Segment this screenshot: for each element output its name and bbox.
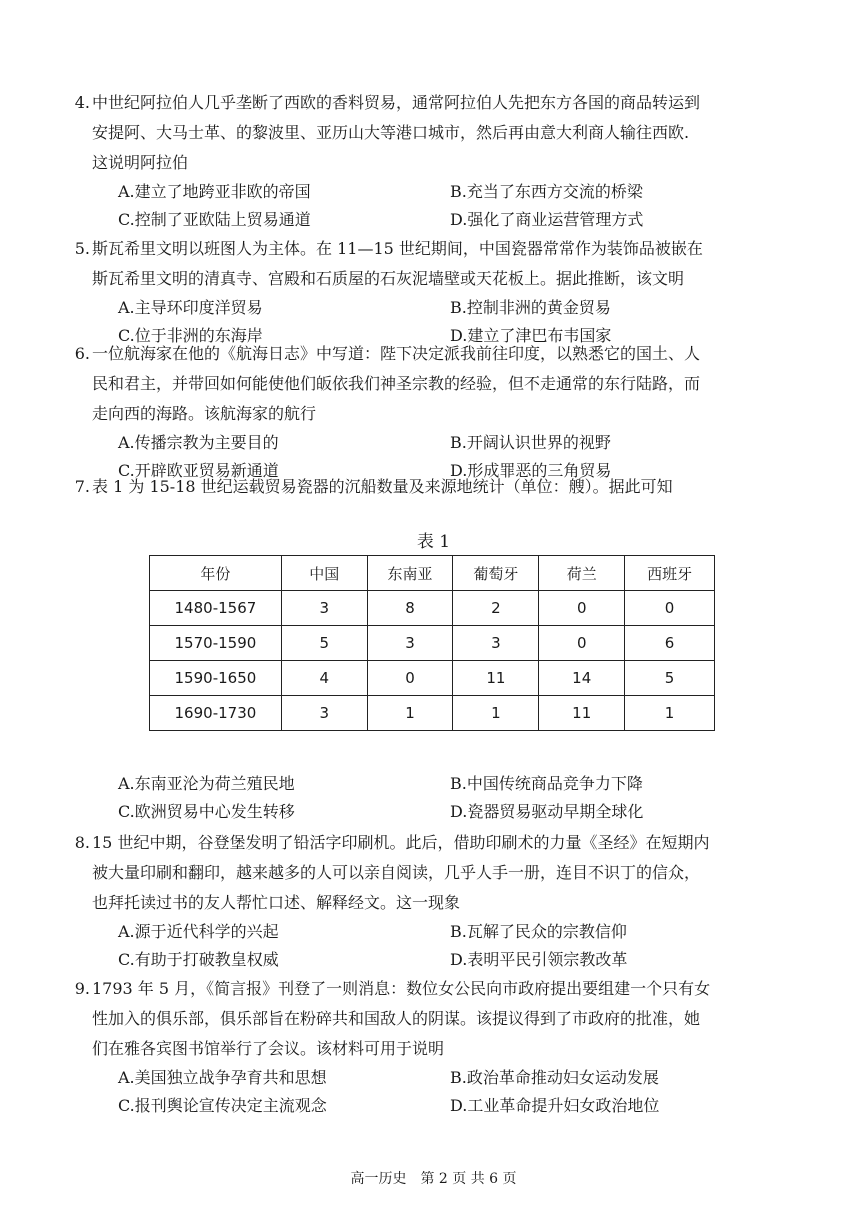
table-cell: 0 [539,626,625,661]
option-d: D.强化了商业运营管理方式 [450,210,644,229]
header-cell: 中国 [281,556,367,591]
table-cell: 1 [625,696,715,731]
table-row [150,626,715,661]
table-header-row [150,556,715,591]
option-b: B.充当了东西方交流的桥梁 [450,182,643,201]
option-d: D.表明平民引领宗教改革 [450,950,628,969]
table-cell: 1690-1730 [150,696,282,731]
table-cell: 5 [625,661,715,696]
option-b: B.中国传统商品竞争力下降 [450,774,643,793]
question-text-line: 也拜托读过书的友人帮忙口述、解释经文。这一现象 [92,893,461,912]
option-c: C.开辟欧亚贸易新通道 [118,461,279,480]
page-footer: 高一历史 第 2 页 共 6 页 [350,1171,517,1187]
table-row [150,661,715,696]
table-cell: 8 [367,591,453,626]
table-cell: 11 [453,661,539,696]
question-4 [74,88,782,234]
question-text-line: 性加入的俱乐部，俱乐部旨在粉碎共和国敌人的阴谋。该提议得到了市政府的批准，她 [92,1009,701,1028]
question-7 [74,472,782,502]
table-cell: 11 [539,696,625,731]
question-text-line: 这说明阿拉伯 [92,153,189,172]
table-cell: 3 [453,626,539,661]
option-b: B.政治革命推动妇女运动发展 [450,1068,659,1087]
question-number: 4. [74,93,90,112]
question-number: 5. [74,239,90,258]
option-d: D.瓷器贸易驱动早期全球化 [450,802,644,821]
question-text-line: 安提阿、大马士革、的黎波里、亚历山大等港口城市，然后再由意大利商人输往西欧. [92,123,690,142]
table-cell: 1 [367,696,453,731]
option-a: A.建立了地跨亚非欧的帝国 [118,182,311,201]
option-a: A.东南亚沦为荷兰殖民地 [118,774,295,793]
option-d: D.形成罪恶的三角贸易 [450,461,612,480]
table-cell: 2 [453,591,539,626]
question-number: 7. [74,477,90,496]
option-a: A.传播宗教为主要目的 [118,433,279,452]
option-c: C.控制了亚欧陆上贸易通道 [118,210,311,229]
table-cell: 1570-1590 [150,626,282,661]
header-cell: 东南亚 [367,556,453,591]
question-text-line: 1793 年 5 月，《简言报》刊登了一则消息：数位女公民向市政府提出要组建一个只有女 [92,979,711,998]
table-cell: 3 [281,696,367,731]
question-number: 6. [74,344,90,363]
header-cell: 年份 [150,556,282,591]
question-text-line: 走向西的海路。该航海家的航行 [92,404,317,423]
table-cell: 3 [281,591,367,626]
question-text-line: 15 世纪中期，谷登堡发明了铅活字印刷机。此后，借助印刷术的力量《圣经》在短期内 [92,833,710,852]
question-text-line: 一位航海家在他的《航海日志》中写道：陛下决定派我前往印度，以熟悉它的国土、人 [92,344,701,363]
table-cell: 1 [453,696,539,731]
table-cell: 5 [281,626,367,661]
table-row [150,591,715,626]
option-d: D.工业革命提升妇女政治地位 [450,1096,660,1115]
table-cell: 1590-1650 [150,661,282,696]
table-caption: 表 1 [416,532,451,552]
table-cell: 1480-1567 [150,591,282,626]
option-c: C.位于非洲的东海岸 [118,326,263,345]
question-8 [74,828,782,974]
question-number: 8. [74,833,90,852]
option-a: A.主导环印度洋贸易 [118,298,263,317]
question-5 [74,234,782,350]
option-d: D.建立了津巴布韦国家 [450,326,612,345]
header-cell: 荷兰 [539,556,625,591]
table-cell: 0 [367,661,453,696]
question-text-line: 斯瓦希里文明以班图人为主体。在 11—15 世纪期间，中国瓷器常常作为装饰品被嵌在 [92,239,703,258]
table-cell: 3 [367,626,453,661]
option-b: B.瓦解了民众的宗教信仰 [450,922,627,941]
question-text-line: 民和君主，并带回如何能使他们皈依我们神圣宗教的经验，但不走通常的东行陆路，而 [92,374,701,393]
question-7-options [92,770,782,826]
option-a: A.美国独立战争孕育共和思想 [118,1068,327,1087]
option-b: B.开阔认识世界的视野 [450,433,611,452]
header-cell: 葡萄牙 [453,556,539,591]
question-9 [74,974,782,1120]
question-text-line: 中世纪阿拉伯人几乎垄断了西欧的香料贸易，通常阿拉伯人先把东方各国的商品转运到 [92,93,701,112]
question-number: 9. [74,979,90,998]
question-text-line: 被大量印刷和翻印，越来越多的人可以亲自阅读，几乎人手一册，连目不识丁的信众， [92,863,701,882]
table-cell: 0 [539,591,625,626]
data-table [149,555,715,731]
option-c: C.有助于打破教皇权威 [118,950,279,969]
option-c: C.报刊舆论宣传决定主流观念 [118,1096,327,1115]
question-text-line: 表 1 为 15-18 世纪运载贸易瓷器的沉船数量及来源地统计（单位：艘）。据此可知 [92,477,673,496]
option-b: B.控制非洲的黄金贸易 [450,298,611,317]
option-c: C.欧洲贸易中心发生转移 [118,802,295,821]
table-cell: 6 [625,626,715,661]
question-text-line: 斯瓦希里文明的清真寺、宫殿和石质屋的石灰泥墙壁或天花板上。据此推断，该文明 [92,269,685,288]
table-cell: 0 [625,591,715,626]
question-6 [74,339,782,485]
table-cell: 4 [281,661,367,696]
table-row [150,696,715,731]
question-text-line: 们在雅各宾图书馆举行了会议。该材料可用于说明 [92,1039,445,1058]
table-cell: 14 [539,661,625,696]
header-cell: 西班牙 [625,556,715,591]
option-a: A.源于近代科学的兴起 [118,922,279,941]
